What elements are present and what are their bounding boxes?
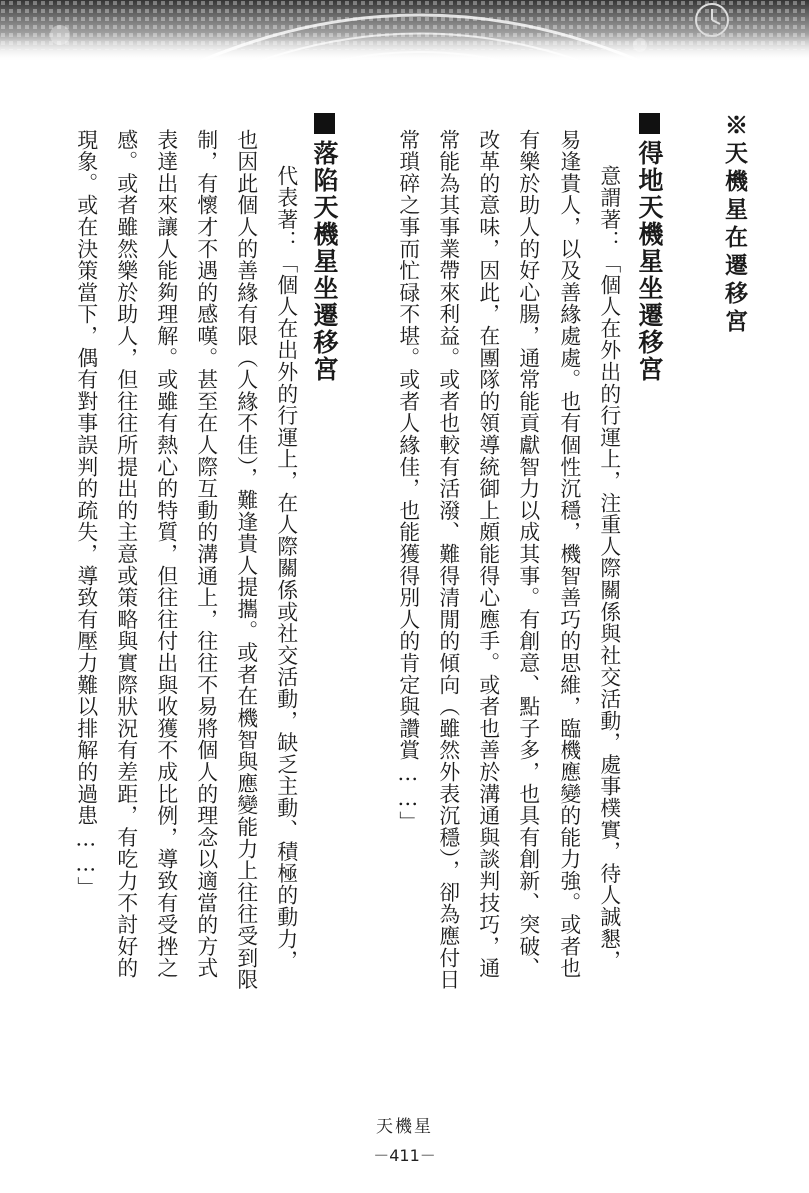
section1-line-6: 常瑣碎之事而忙碌不堪。或者人緣佳，也能獲得別人的肯定與讚賞……」 <box>395 129 420 833</box>
section2-line-2: 也因此個人的善緣有限（人緣不佳），難逢貴人提攜。或者在機智與應變能力上往往受到限 <box>233 129 258 991</box>
page-title: ※天機星在遷移宮 <box>721 113 748 337</box>
black-square-icon <box>639 113 660 134</box>
section1-line-5: 常能為其事業帶來利益。或者也較有活潑、難得清閒的傾向（雖然外表沉穩），卻為應付日 <box>435 129 460 991</box>
section2-line-5: 感。或者雖然樂於助人，但往往所提出的主意或策略與實際狀況有差距，有吃力不討好的 <box>113 129 138 980</box>
section1-line-4: 改革的意味，因此，在團隊的領導統御上頗能得心應手。或者也善於溝通與談判技巧，通 <box>475 129 500 980</box>
section2-line-6: 現象。或在決策當下，偶有對事誤判的疏失，導致有壓力難以排解的過患……」 <box>73 129 98 899</box>
section2-line-4: 表達出來讓人能夠理解。或雖有熱心的特質，但往往付出與收獲不成比例，導致有受挫之 <box>153 129 178 980</box>
header-decoration <box>0 0 809 80</box>
section1-heading: 得地天機星坐遷移宮 <box>637 113 662 383</box>
section1-line-1: 意謂著：「個人在外出的行運上，注重人際關係與社交活動，處事樸實，待人誠懇， <box>596 165 621 972</box>
section2-line-3: 制，有懷才不遇的感嘆。甚至在人際互動的溝通上，往往不易將個人的理念以適當的方式 <box>193 129 218 980</box>
section2-heading: 落陷天機星坐遷移宮 <box>312 113 337 383</box>
page-number: －411－ <box>373 1146 436 1165</box>
chapter-name: 天機星 <box>376 1117 433 1137</box>
section1-line-2: 易逢貴人，以及善緣處處。也有個性沉穩，機智善巧的思維，臨機應變的能力強。或者也 <box>556 129 581 980</box>
page-footer <box>0 1112 809 1166</box>
section2-line-1: 代表著：「個人在出外的行運上，在人際關係或社交活動，缺乏主動、積極的動力， <box>273 165 298 972</box>
black-square-icon <box>314 113 335 134</box>
section1-line-3: 有樂於助人的好心腸，通常能貢獻智力以成其事。有創意、點子多，也具有創新、突破、 <box>515 129 540 980</box>
